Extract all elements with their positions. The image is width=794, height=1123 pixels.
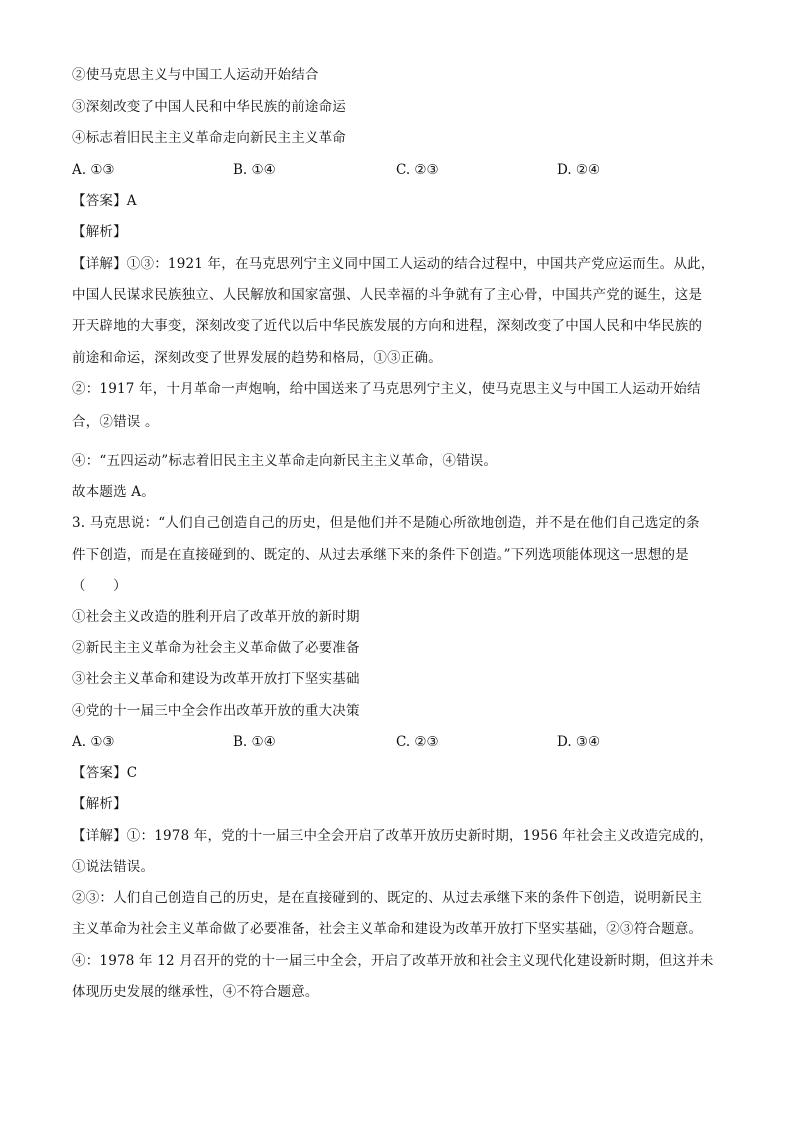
q3-item-4: ④党的十一届三中全会作出改革开放的重大决策 [72, 703, 360, 719]
q3-stem-line: 3. 马克思说：“人们自己创造自己的历史，但是他们并不是随心所欲地创造，并不是在他们自己选定的条 [72, 515, 700, 531]
q3-option-d: D. ③④ [557, 734, 601, 750]
q2-item-3: ③深刻改变了中国人民和中华民族的前途命运 [72, 99, 346, 115]
q3-analysis-label: 【解析】 [72, 796, 127, 812]
q3-answer: 【答案】C [72, 765, 138, 781]
q2-detail-line: 中国人民谋求民族独立、人民解放和国家富强、人民幸福的斗争就有了主心骨，中国共产党的诞生，这是 [72, 287, 703, 303]
q3-detail-line: ①说法错误。 [72, 859, 155, 875]
q3-option-b: B. ①④ [233, 734, 276, 750]
q3-stem-blank: （ ） [72, 578, 127, 594]
q2-option-b: B. ①④ [233, 162, 276, 178]
q3-item-2: ②新民主主义革命为社会主义革命做了必要准备 [72, 640, 360, 656]
q2-detail-line: 合，②错误 。 [72, 414, 159, 430]
q3-option-c: C. ②③ [396, 734, 439, 750]
q2-detail-line: ④：“五四运动”标志着旧民主主义革命走向新民主主义革命，④错误。 [72, 453, 498, 469]
q3-item-3: ③社会主义革命和建设为改革开放打下坚实基础 [72, 671, 360, 687]
q3-detail-line: 【详解】①：1978 年，党的十一届三中全会开启了改革开放历史新时期，1956 年社会主义改造完成的， [72, 828, 713, 844]
q2-option-a: A. ①③ [72, 162, 115, 178]
q2-option-c: C. ②③ [396, 162, 439, 178]
q2-option-d: D. ②④ [557, 162, 601, 178]
q3-stem-line: 件下创造，而是在直接碰到的、既定的、从过去承继下来的条件下创造。”下列选项能体现这一思想的是 [72, 547, 689, 563]
q3-option-a: A. ①③ [72, 734, 115, 750]
q2-conclusion: 故本题选 A。 [72, 484, 155, 500]
q3-detail-line: ④：1978 年 12 月召开的党的十一届三中全会，开启了改革开放和社会主义现代化建设新时期，但这并未 [72, 953, 714, 969]
q2-answer: 【答案】A [72, 193, 137, 209]
q2-item-2: ②使马克思主义与中国工人运动开始结合 [72, 67, 319, 83]
q2-detail-line: 前途和命运，深刻改变了世界发展的趋势和格局，①③正确。 [72, 350, 442, 366]
q2-detail-line: 开天辟地的大事变，深刻改变了近代以后中华民族发展的方向和进程，深刻改变了中国人民和中华民族的 [72, 318, 703, 334]
q3-detail-line: ②③：人们自己创造自己的历史，是在直接碰到的、既定的、从过去承继下来的条件下创造，说明新民主 [72, 890, 703, 906]
q3-item-1: ①社会主义改造的胜利开启了改革开放的新时期 [72, 609, 360, 625]
q2-detail-line: 【详解】①③：1921 年，在马克思列宁主义同中国工人运动的结合过程中，中国共产党应运而生。从此， [72, 256, 715, 272]
q2-item-4: ④标志着旧民主主义革命走向新民主主义革命 [72, 130, 346, 146]
q3-detail-line: 体现历史发展的继承性，④不符合题意。 [72, 984, 319, 1000]
q2-detail-line: ②：1917 年，十月革命一声炮响，给中国送来了马克思列宁主义，使马克思主义与中国工人运动开始结 [72, 381, 701, 397]
q3-detail-line: 主义革命为社会主义革命做了必要准备，社会主义革命和建设为改革开放打下坚实基础，②③符合题意。 [72, 921, 703, 937]
q2-analysis-label: 【解析】 [72, 224, 127, 240]
